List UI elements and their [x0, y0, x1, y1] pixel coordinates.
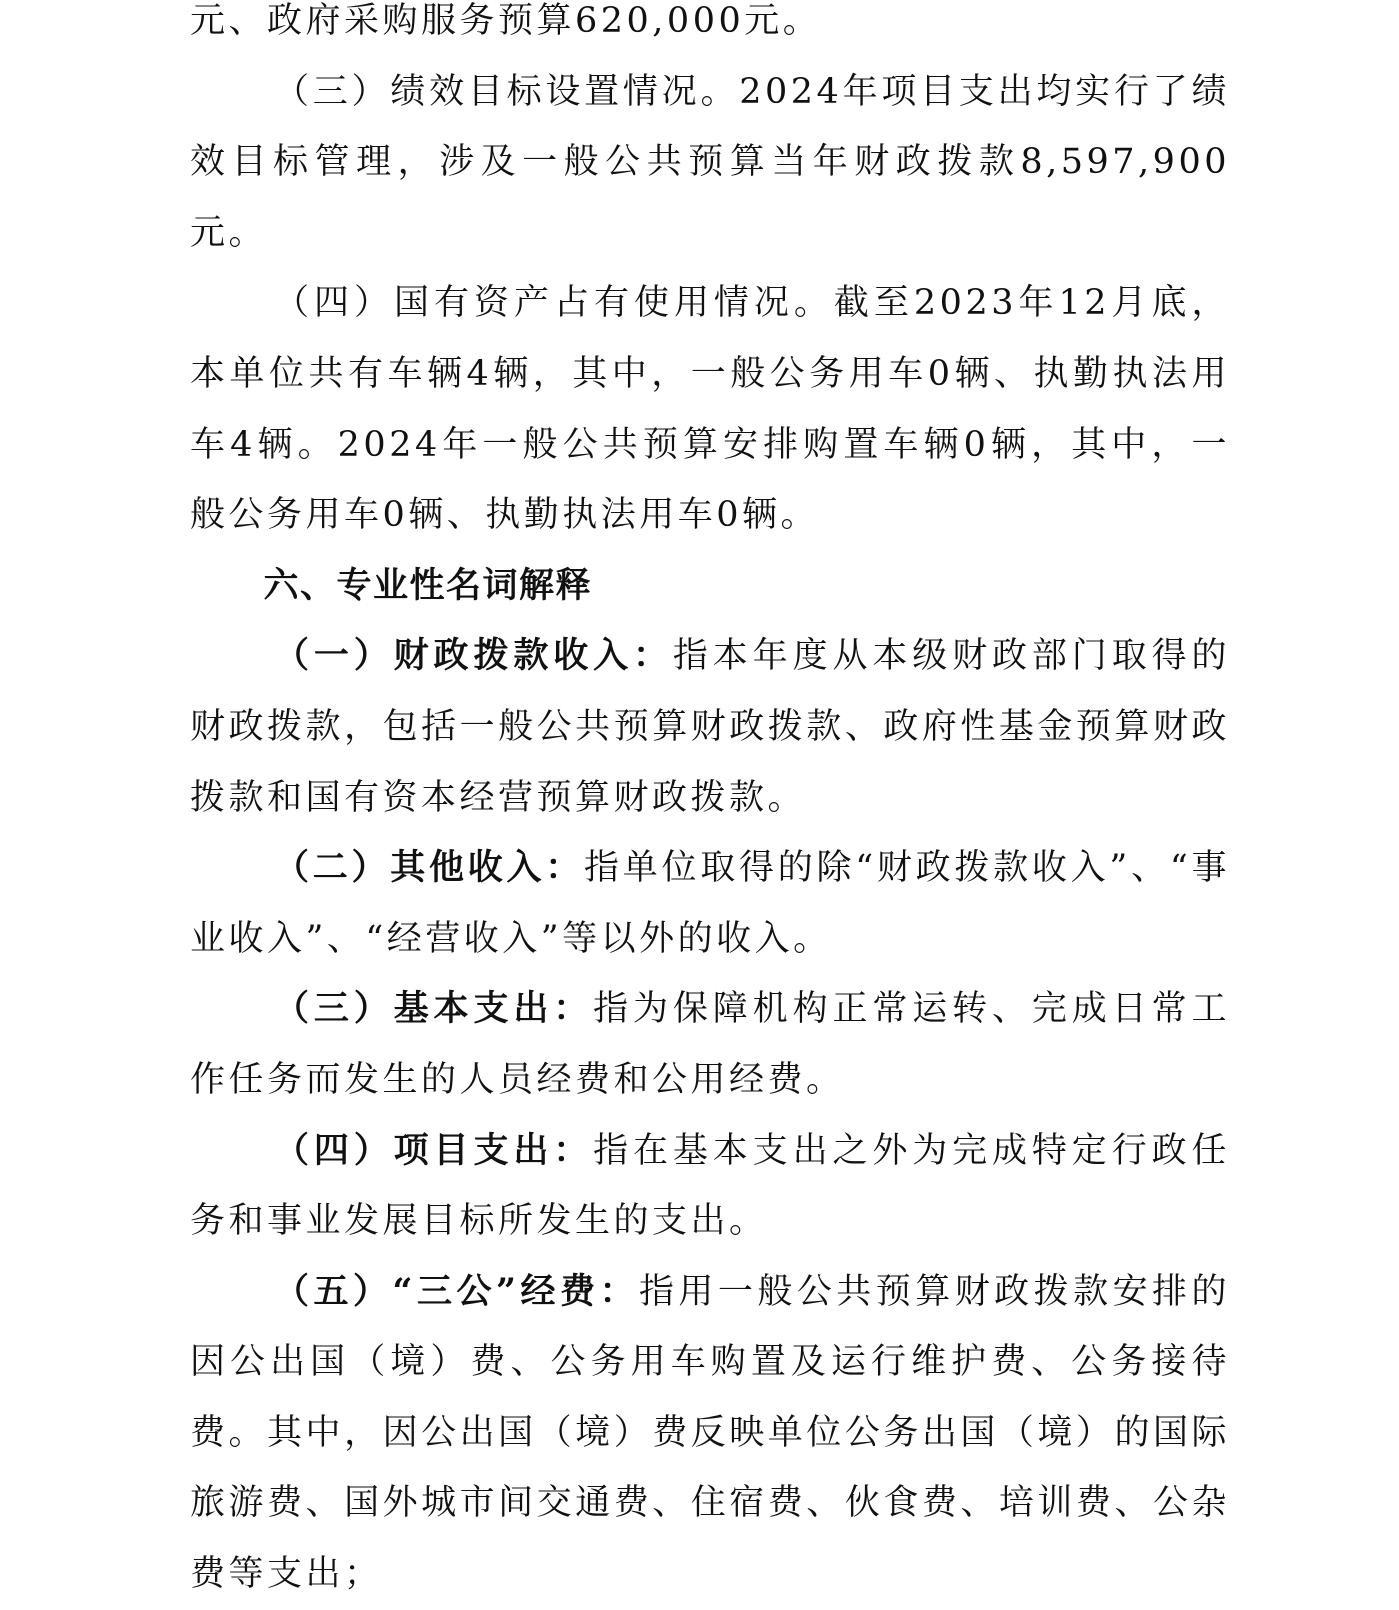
document-body — [190, 0, 1230, 1610]
glossary-term: （三）基本支出： — [274, 988, 594, 1030]
continuation-text: 元、政府采购服务预算620,000元。 — [190, 1, 822, 41]
section-heading-text: 六、专业性名词解释 — [263, 565, 593, 606]
glossary-definition: 指本年度从本级财政部门取得的财政拨款，包括一般公共预算财政拨款、政府性基金预算财政拨款和国有资本经营预算财政拨款。 — [190, 636, 1230, 818]
performance-target-paragraph — [190, 57, 1230, 269]
glossary-term: （二）其他收入： — [274, 847, 585, 889]
glossary-term: （一）财政拨款收入： — [274, 635, 673, 677]
glossary-term: （五）“三公”经费： — [274, 1270, 639, 1312]
performance-target-label: （三）绩效目标设置情况。 — [274, 71, 740, 112]
section-heading-glossary — [190, 551, 1230, 622]
glossary-item — [190, 621, 1230, 833]
state-assets-text: 截至2023年12月底，本单位共有车辆4辆，其中，一般公务用车0辆、执勤执法用车4辆。2024年一般公共预算安排购置车辆0辆，其中，一般公务用车0辆、执勤执法用车0辆。 — [190, 283, 1230, 536]
glossary-definition: 指为保障机构正常运转、完成日常工作任务而发生的人员经费和公用经费。 — [190, 989, 1230, 1100]
glossary-item — [190, 1257, 1230, 1610]
glossary-item — [190, 1116, 1230, 1257]
glossary-term: （四）项目支出： — [274, 1129, 594, 1171]
glossary-definition: 指用一般公共预算财政拨款安排的因公出国（境）费、公务用车购置及运行维护费、公务接待费。其中，因公出国（境）费反映单位公务出国（境）的国际旅游费、国外城市间交通费、住宿费、伙食费、培训费、公杂费等支出； — [190, 1271, 1230, 1595]
glossary-definition: 指在基本支出之外为完成特定行政任务和事业发展目标所发生的支出。 — [190, 1130, 1230, 1242]
state-assets-paragraph — [190, 268, 1230, 550]
glossary-item — [190, 833, 1230, 974]
performance-target-text: 2024年项目支出均实行了绩效目标管理，涉及一般公共预算当年财政拨款8,597,900元。 — [190, 71, 1230, 253]
glossary-definition: 指单位取得的除“财政拨款收入”、“事业收入”、“经营收入”等以外的收入。 — [190, 848, 1230, 959]
continuation-paragraph — [190, 0, 1230, 57]
state-assets-label: （四）国有资产占有使用情况。 — [274, 283, 834, 324]
glossary-item — [190, 974, 1230, 1115]
